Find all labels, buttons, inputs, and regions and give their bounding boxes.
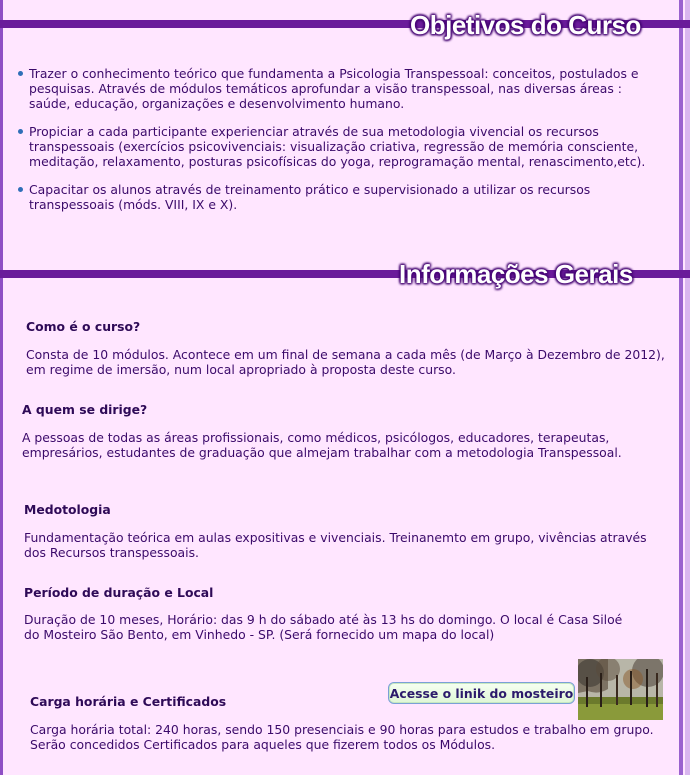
section-heading-metodologia: Medotologia (24, 502, 111, 517)
section-body-periodo: Duração de 10 meses, Horário: das 9 h do sábado até às 13 hs do domingo. O local é Casa Siloé do Mosteiro São Bento, em Vinhedo - SP. (Será fornecido um mapa do local) (24, 612, 623, 642)
list-item (18, 66, 639, 111)
section-body-quem: A pessoas de todas as áreas profissionais, como médicos, psicólogos, educadores, terapeutas, empresários, estudantes de graduação que almejam trabalhar com a metodologia Transpessoal. (22, 430, 622, 460)
bullet-icon (18, 71, 23, 76)
section-body-carga: Carga horária total: 240 horas, sendo 150 presenciais e 90 horas para estudos e trabalho em grupo. Serão concedidos Certificados para aqueles que fizerem todos os Módulos. (30, 722, 654, 752)
list-item (18, 124, 679, 169)
section-heading-periodo: Período de duração e Local (24, 585, 214, 600)
section-heading-quem: A quem se dirige? (22, 402, 148, 417)
section-body-metodologia: Fundamentação teórica em aulas expositivas e vivenciais. Treinanemto em grupo, vivências através dos Recursos transpessoais. (24, 530, 647, 560)
right-border (679, 0, 683, 775)
informacoes-title: Informações Gerais (399, 259, 633, 289)
section-heading-carga: Carga horária e Certificados (30, 694, 227, 709)
monastery-photo-image (578, 659, 663, 720)
monastery-photo[interactable] (578, 659, 663, 720)
list-item (18, 182, 669, 212)
section-body-como: Consta de 10 módulos. Acontece em um final de semana a cada mês (de Março à Dezembro de 2012), em regime de imersão, num local apropriado à proposta deste curso. (26, 347, 665, 377)
bullet-icon (18, 187, 23, 192)
monastery-link-button[interactable]: Acesse o linik do mosteiro (388, 682, 575, 704)
left-border (0, 0, 3, 775)
section-heading-como: Como é o curso? (26, 319, 141, 334)
objetivo-text: Trazer o conhecimento teórico que fundamenta a Psicologia Transpessoal: conceitos, postulados e pesquisas. Através de módulos temáticos aprofundar a visão transpessoal, nas diversas áreas : saúde, educação, organizações e desenvolvimento humano. (29, 66, 639, 111)
right-border-outer (685, 0, 690, 775)
objetivos-title: Objetivos do Curso (410, 10, 641, 40)
objetivo-text: Propiciar a cada participante experienciar através de sua metodologia vivencial os recursos transpessoais (exercícios psicovivenciais: visualização criativa, regressão de memória consciente, meditação, relaxamento, posturas psicofísicas do yoga, reprogramação mental, renascimento,etc). (29, 124, 646, 169)
bullet-icon (18, 129, 23, 134)
objetivo-text: Capacitar os alunos através de treinamento prático e supervisionado a utilizar os recursos transpessoais (móds. VIII, IX e X). (29, 182, 591, 212)
objetivos-list (18, 66, 668, 225)
